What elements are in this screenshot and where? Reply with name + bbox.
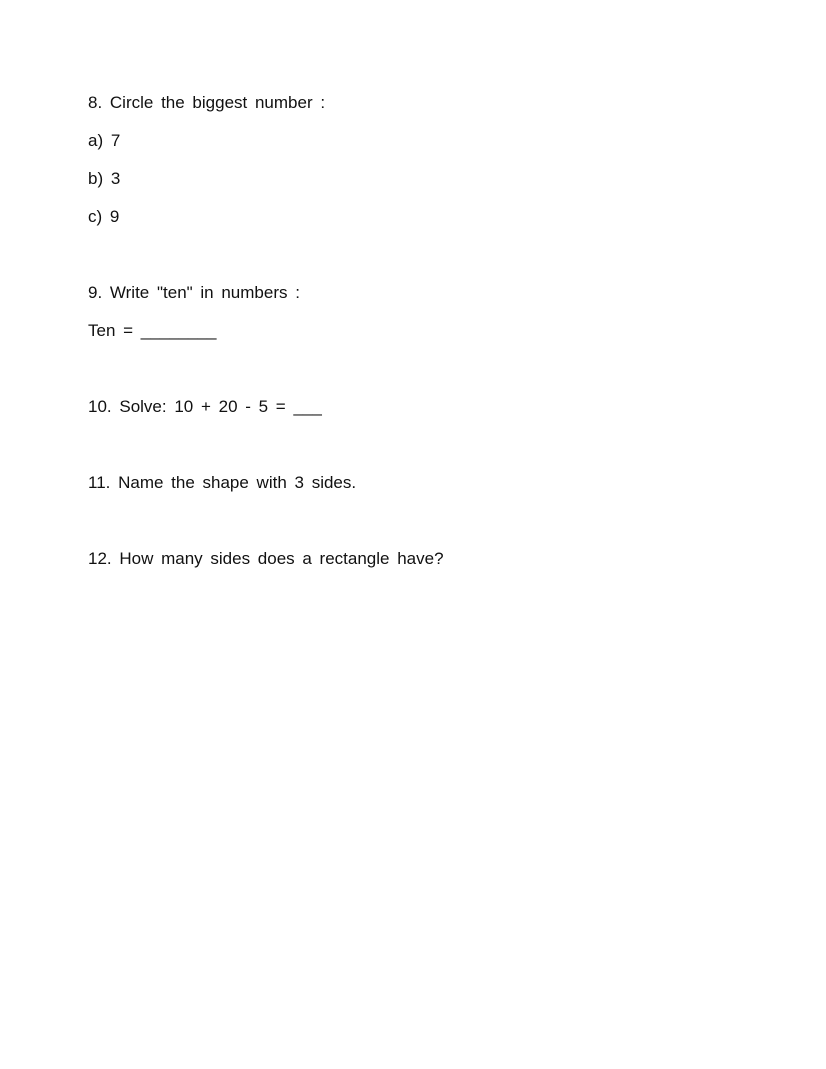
- question-8-option-c: c) 9: [88, 207, 120, 226]
- question-8-option-b: b) 3: [88, 169, 121, 188]
- question-9-prompt: 9. Write "ten" in numbers :: [88, 283, 300, 302]
- question-9-answer-line: Ten = ________: [88, 321, 217, 340]
- question-8-prompt: 8. Circle the biggest number :: [88, 93, 326, 112]
- question-11-prompt: 11. Name the shape with 3 sides.: [88, 473, 357, 492]
- question-8-option-a: a) 7: [88, 131, 121, 150]
- question-10-prompt: 10. Solve: 10 + 20 - 5 = ___: [88, 397, 322, 416]
- question-12-prompt: 12. How many sides does a rectangle have?: [88, 549, 444, 568]
